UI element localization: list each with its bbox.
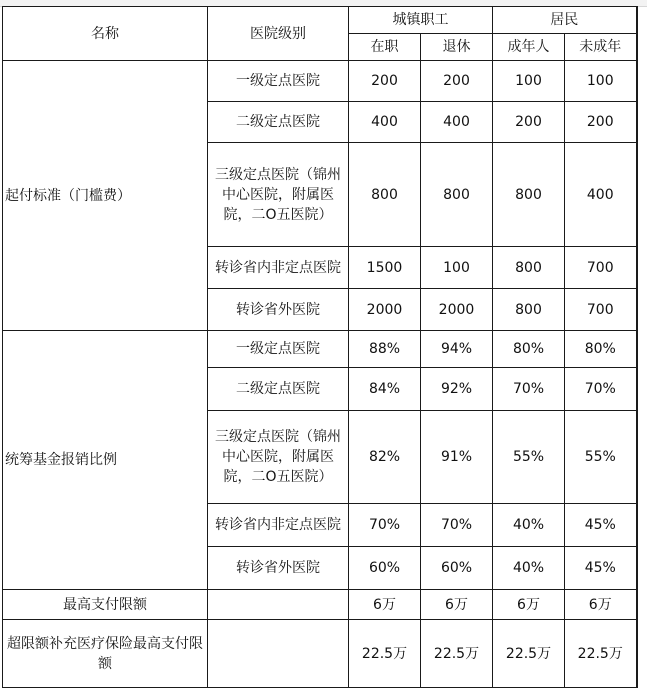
value-retired[interactable]: 800 xyxy=(421,143,493,247)
header-minor[interactable]: 未成年 xyxy=(565,34,637,61)
value-minor[interactable]: 70% xyxy=(565,368,637,411)
header-level[interactable]: 医院级别 xyxy=(208,7,349,61)
header-row-1 xyxy=(3,7,637,34)
value-minor[interactable]: 80% xyxy=(565,331,637,368)
value-active[interactable]: 6万 xyxy=(349,590,421,620)
header-name[interactable]: 名称 xyxy=(3,7,208,61)
value-minor[interactable]: 55% xyxy=(565,411,637,504)
section-title-reimbursement[interactable]: 统筹基金报销比例 xyxy=(3,331,208,590)
value-minor[interactable]: 22.5万 xyxy=(565,620,637,688)
value-active[interactable]: 70% xyxy=(349,504,421,547)
value-retired[interactable]: 100 xyxy=(421,247,493,289)
value-active[interactable]: 800 xyxy=(349,143,421,247)
value-active[interactable]: 22.5万 xyxy=(349,620,421,688)
level-cell[interactable]: 二级定点医院 xyxy=(208,368,349,411)
level-cell[interactable]: 转诊省外医院 xyxy=(208,547,349,590)
value-minor[interactable]: 45% xyxy=(565,504,637,547)
value-minor[interactable]: 200 xyxy=(565,102,637,143)
value-retired[interactable]: 91% xyxy=(421,411,493,504)
header-active[interactable]: 在职 xyxy=(349,34,421,61)
value-adult[interactable]: 70% xyxy=(493,368,565,411)
table-row xyxy=(3,331,637,368)
value-active[interactable]: 2000 xyxy=(349,289,421,331)
value-adult[interactable]: 800 xyxy=(493,247,565,289)
value-adult[interactable]: 200 xyxy=(493,102,565,143)
level-cell[interactable]: 三级定点医院（锦州中心医院，附属医院，二O五医院） xyxy=(208,143,349,247)
value-active[interactable]: 60% xyxy=(349,547,421,590)
max-payment-level[interactable] xyxy=(208,590,349,620)
level-cell[interactable]: 转诊省内非定点医院 xyxy=(208,247,349,289)
value-adult[interactable]: 100 xyxy=(493,61,565,102)
table-row-max-payment xyxy=(3,590,637,620)
value-adult[interactable]: 6万 xyxy=(493,590,565,620)
value-adult[interactable]: 80% xyxy=(493,331,565,368)
value-active[interactable]: 88% xyxy=(349,331,421,368)
level-cell[interactable]: 转诊省内非定点医院 xyxy=(208,504,349,547)
value-active[interactable]: 400 xyxy=(349,102,421,143)
value-retired[interactable]: 6万 xyxy=(421,590,493,620)
value-retired[interactable]: 22.5万 xyxy=(421,620,493,688)
value-retired[interactable]: 70% xyxy=(421,504,493,547)
value-adult[interactable]: 22.5万 xyxy=(493,620,565,688)
level-cell[interactable]: 转诊省外医院 xyxy=(208,289,349,331)
value-active[interactable]: 1500 xyxy=(349,247,421,289)
value-retired[interactable]: 60% xyxy=(421,547,493,590)
value-adult[interactable]: 800 xyxy=(493,289,565,331)
level-cell[interactable]: 一级定点医院 xyxy=(208,331,349,368)
header-group-urban[interactable]: 城镇职工 xyxy=(349,7,493,34)
value-minor[interactable]: 700 xyxy=(565,247,637,289)
level-cell[interactable]: 三级定点医院（锦州中心医院，附属医院，二O五医院） xyxy=(208,411,349,504)
supplementary-level[interactable] xyxy=(208,620,349,688)
supplementary-title[interactable]: 超限额补充医疗保险最高支付限额 xyxy=(3,620,208,688)
value-adult[interactable]: 40% xyxy=(493,547,565,590)
value-adult[interactable]: 55% xyxy=(493,411,565,504)
level-cell[interactable]: 二级定点医院 xyxy=(208,102,349,143)
value-retired[interactable]: 200 xyxy=(421,61,493,102)
header-group-resident[interactable]: 居民 xyxy=(493,7,637,34)
value-minor[interactable]: 6万 xyxy=(565,590,637,620)
value-minor[interactable]: 700 xyxy=(565,289,637,331)
header-adult[interactable]: 成年人 xyxy=(493,34,565,61)
value-active[interactable]: 84% xyxy=(349,368,421,411)
level-cell[interactable]: 一级定点医院 xyxy=(208,61,349,102)
section-title-deductible[interactable]: 起付标准（门槛费） xyxy=(3,61,208,331)
value-active[interactable]: 200 xyxy=(349,61,421,102)
table-row-supplementary xyxy=(3,620,637,688)
value-retired[interactable]: 92% xyxy=(421,368,493,411)
header-retired[interactable]: 退休 xyxy=(421,34,493,61)
value-active[interactable]: 82% xyxy=(349,411,421,504)
value-retired[interactable]: 400 xyxy=(421,102,493,143)
value-minor[interactable]: 45% xyxy=(565,547,637,590)
value-adult[interactable]: 800 xyxy=(493,143,565,247)
value-retired[interactable]: 2000 xyxy=(421,289,493,331)
insurance-table xyxy=(2,6,638,688)
value-minor[interactable]: 400 xyxy=(565,143,637,247)
value-minor[interactable]: 100 xyxy=(565,61,637,102)
table-row xyxy=(3,61,637,102)
value-retired[interactable]: 94% xyxy=(421,331,493,368)
max-payment-title[interactable]: 最高支付限额 xyxy=(3,590,208,620)
value-adult[interactable]: 40% xyxy=(493,504,565,547)
